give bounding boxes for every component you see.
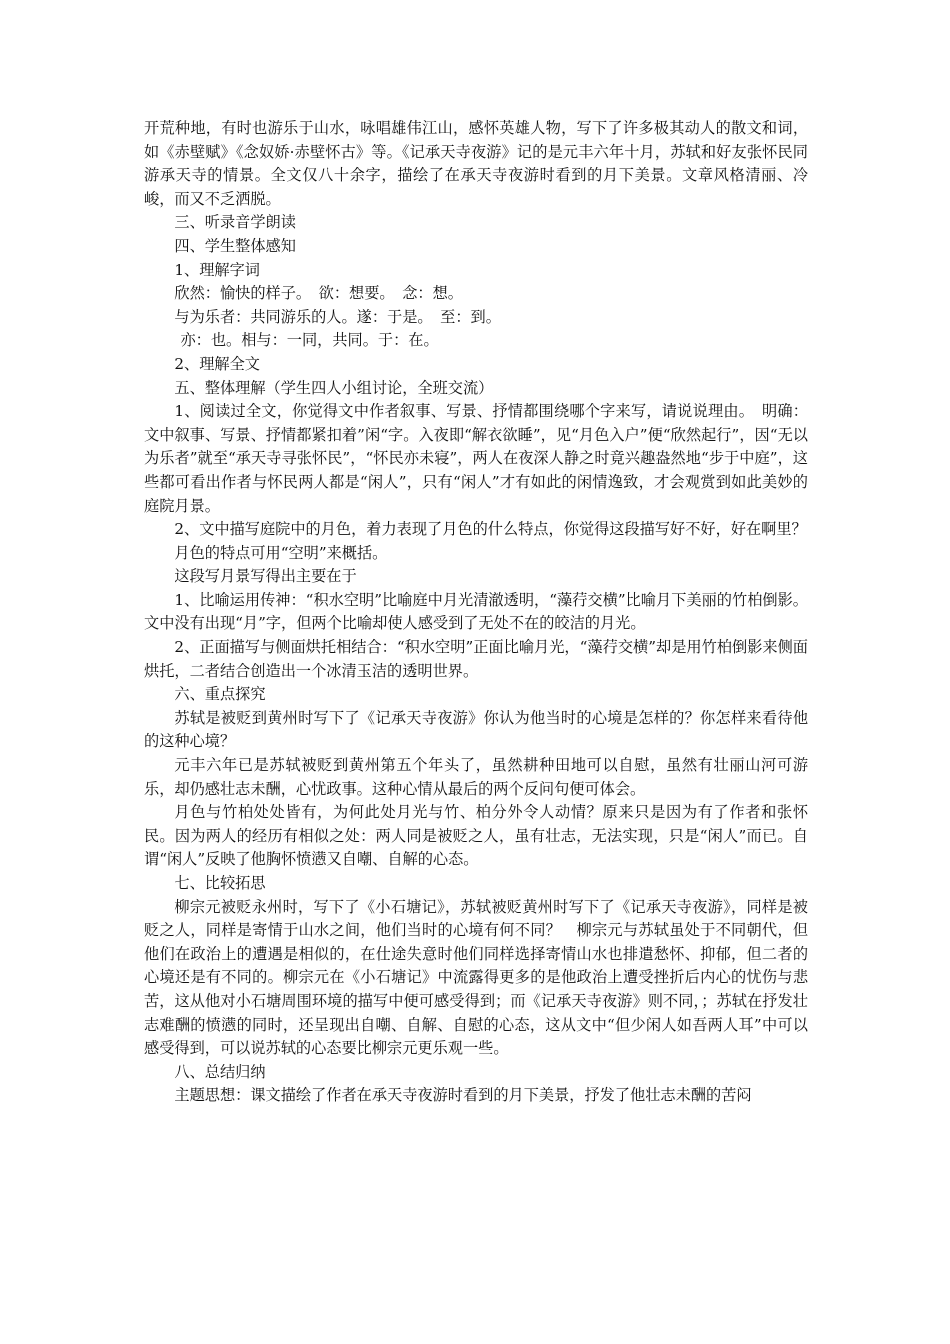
- inquiry-answer-paragraph-1: 元丰六年已是苏轼被贬到黄州第五个年头了，虽然耕种田地可以自慰，虽然有壮丽山河可游乐，却仍感壮志未酬，心忧政事。这种心情从最后的两个反问句便可体会。: [144, 756, 808, 798]
- point-direct-indirect-paragraph: 2、正面描写与侧面烘托相结合：“积水空明”正面比喻月光，“藻荇交横”却是用竹柏倒影来侧面烘托，二者结合创造出一个冰清玉洁的透明世界。: [144, 638, 808, 680]
- theme-paragraph: 主题思想：课文描绘了作者在承天寺夜游时看到的月下美景，抒发了他壮志未酬的苦闷: [174, 1086, 752, 1105]
- question-2-paragraph: 2、文中描写庭院中的月色，着力表现了月色的什么特点，你觉得这段描写好不好，好在啊里？: [174, 520, 807, 539]
- question-1-paragraph: 1、阅读过全文，你觉得文中作者叙事、写景、抒情都围绕哪个字来写，请说说理由。 明确：文中叙事、写景、抒情都紧扣着”闲“字。入夜即“解衣欲睡”，见“月色入户”便“欣然起行”，因“无以为乐者”就至“承天寺寻张怀民”，“怀民亦未寝”，两人在夜深人静之时竟兴趣盎然地“步于中庭”，这些都可看出作者与怀民两人都是“闲人”，只有“闲人”才有如此的闲情逸致，才会观赏到如此美妙的庭院月景。: [144, 402, 808, 515]
- moon-scene-intro-line: 这段写月景写得出主要在于: [174, 567, 357, 586]
- inquiry-question-paragraph: 苏轼是被贬到黄州时写下了《记承天寺夜游》你认为他当时的心境是怎样的？你怎样来看待他的这种心境？: [144, 708, 808, 751]
- vocab-line-2: 与为乐者：共同游乐的人。遂：于是。 至：到。: [174, 307, 501, 326]
- inquiry-answer-paragraph-2: 月色与竹柏处处皆有，为何此处月光与竹、柏分外令人动情？原来只是因为有了作者和张怀民。因为两人的经历有相似之处：两人同是被贬之人，虽有壮志，无法实现，只是“闲人”而已。自谓“闲人”反映了他胸怀愤懑又自嘲、自解的心态。: [144, 803, 808, 869]
- heading-comparison: 七、比较拓思: [174, 874, 266, 892]
- moonlight-feature-line: 月色的特点可用“空明”来概括。: [174, 543, 388, 562]
- heading-overall-understanding: 五、整体理解（学生四人小组讨论，全班交流）: [174, 378, 494, 397]
- vocab-line-3: 亦：也。相与：一同，共同。于：在。: [180, 331, 439, 350]
- heading-summary: 八、总结归纳: [174, 1062, 266, 1081]
- heading-overall-perception: 四、学生整体感知: [174, 236, 296, 255]
- document-page: [144, 117, 808, 1108]
- paragraph-continuation-intro: 开荒种地，有时也游乐于山水，咏唱雄伟江山，感怀英雄人物，写下了许多极其动人的散文和词，如《赤壁赋》《念奴娇·赤壁怀古》等。《记承天寺夜游》记的是元丰六年十月，苏轼和好友张怀民同游承天寺的情景。全文仅八十余字，描绘了在承天寺夜游时看到的月下美景。文章风格清丽、冷峻，而又不乏洒脱。: [144, 119, 808, 208]
- point-metaphor-paragraph: 1、比喻运用传神：“积水空明”比喻庭中月光清澈透明，“藻荇交横”比喻月下美丽的竹柏倒影。文中没有出现“月”字，但两个比喻却使人感受到了无处不在的皎洁的月光。: [144, 590, 808, 633]
- heading-listen-recording: 三、听录音学朗读: [174, 213, 296, 232]
- subheading-understand-words: 1、理解字词: [174, 260, 260, 279]
- heading-key-inquiry: 六、重点探究: [174, 685, 266, 704]
- subheading-understand-text: 2、理解全文: [174, 354, 260, 373]
- comparison-paragraph: 柳宗元被贬永州时，写下了《小石塘记》，苏轼被贬黄州时写下了《记承天寺夜游》，同样是被贬之人，同样是寄情于山水之间，他们当时的心境有何不同？ 柳宗元与苏轼虽处于不同朝代，但他们在政治上的遭遇是相似的，在仕途失意时他们同样选择寄情山水也排遣愁怀、抑郁，但二者的心境还是有不同的。柳宗元在《小石塘记》中流露得更多的是他政治上遭受挫折后内心的忧伤与悲苦，这从他对小石塘周围环境的描写中便可感受得到；而《记承天寺夜游》则不同，；苏轼在抒发壮志难酬的愤懑的同时，还呈现出自嘲、自解、自慰的心态，这从文中“但少闲人如吾两人耳”中可以感受得到，可以说苏轼的心态要比柳宗元更乐观一些。: [144, 897, 808, 1058]
- vocab-line-1: 欣然：愉快的样子。 欲：想要。 念：想。: [174, 284, 463, 303]
